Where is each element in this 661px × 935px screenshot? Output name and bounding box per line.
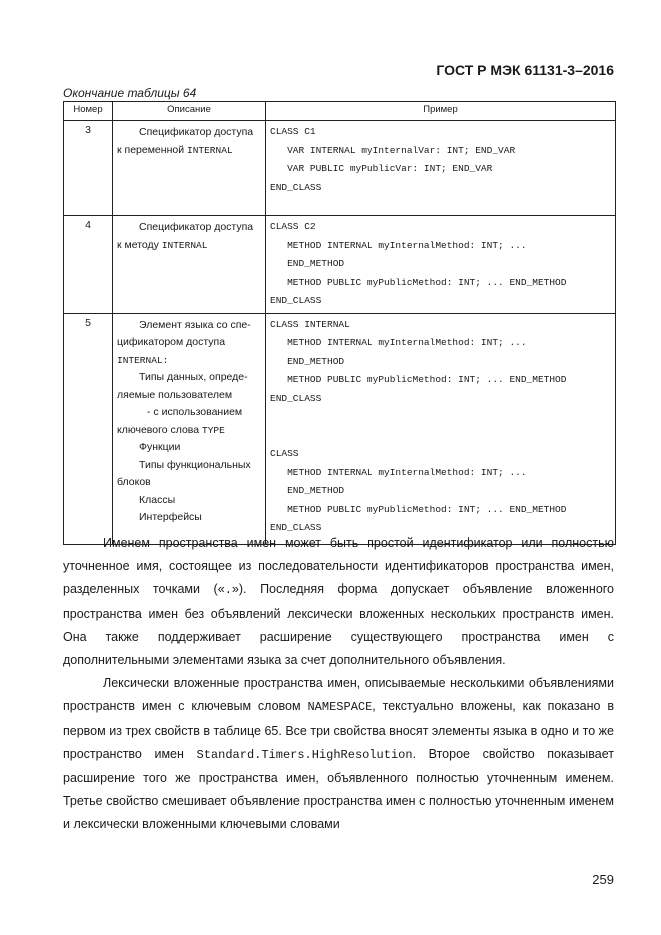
- description-keyword: INTERNAL:: [117, 354, 169, 366]
- spec-table: [63, 101, 616, 545]
- row-description: [113, 313, 266, 544]
- description-line: [117, 237, 261, 255]
- table-row: [64, 216, 616, 314]
- description-line: Типы функциональных: [139, 458, 251, 471]
- description-keyword: TYPE: [202, 424, 225, 436]
- description-line: блоков: [117, 476, 151, 488]
- column-header-number: Номер: [64, 102, 113, 121]
- row-example: [266, 121, 616, 216]
- paragraph-text: , текстуально вложены, как показано в первом из трех свойств в таблице 65. Все три свойства вносят элементы языка в одно и то же пространство имен: [63, 699, 615, 761]
- description-line: [117, 142, 261, 160]
- paragraph-text: Лексически вложенные пространства имен, описываемые несколькими объявлениями пространств имен с ключевым словом: [63, 676, 614, 714]
- row-number: 4: [64, 216, 113, 314]
- description-line: [117, 422, 261, 440]
- description-line: Типы данных, опреде-: [139, 371, 248, 383]
- table-row: [64, 121, 616, 216]
- row-description: [113, 121, 266, 216]
- description-keyword: INTERNAL: [187, 144, 233, 156]
- code-example: CLASS C1 VAR INTERNAL myInternalVar: INT; END_VAR VAR PUBLIC myPublicVar: INT; END_VAR END_CLASS: [270, 126, 516, 193]
- description-text: к методу: [117, 238, 162, 251]
- row-example: [266, 313, 616, 544]
- row-number: 3: [64, 121, 113, 216]
- column-header-example: Пример: [266, 102, 616, 121]
- inline-code: .: [224, 583, 232, 598]
- description-line: Классы: [139, 493, 176, 506]
- inline-code: NAMESPACE: [307, 700, 373, 715]
- inline-code: Standard.Timers.HighResolution: [196, 747, 413, 762]
- description-line: Интерфейсы: [139, 511, 202, 523]
- document-header: ГОСТ Р МЭК 61131-3–2016: [436, 62, 614, 78]
- paragraph: [63, 672, 614, 836]
- description-line: - с использованием: [147, 406, 243, 418]
- description-keyword: INTERNAL: [161, 239, 208, 251]
- description-text: ключевого слова: [117, 423, 202, 436]
- description-line: Элемент языка со спе-: [139, 318, 251, 331]
- body-text: [63, 532, 614, 837]
- row-example: [266, 216, 616, 314]
- description-line: Функции: [139, 441, 181, 453]
- paragraph-text: Именем пространства имен может быть простой идентификатор или полностью уточненное имя, состоящее из последовательности идентификаторов пространства имен, разделенных точками («: [63, 536, 614, 597]
- paragraph: [63, 532, 614, 672]
- column-header-description: Описание: [113, 102, 266, 121]
- page-number: 259: [592, 872, 614, 887]
- paragraph-text: »). Последняя форма допускает объявление вложенного пространства имен без объявлений лексически вложенных нескольких пространств имен. Она также поддерживает расширение существующего пространства имен с дополнительными элементами языка за счет дополнительного объявления.: [63, 582, 615, 668]
- table-header-row: [64, 102, 616, 121]
- row-number: 5: [64, 313, 113, 544]
- description-line: Спецификатор доступа: [139, 221, 254, 233]
- description-text: к переменной: [117, 143, 187, 156]
- description-line: ляемые пользователем: [117, 388, 233, 401]
- description-line: Спецификатор доступа: [139, 126, 254, 138]
- paragraph-text: . Второе свойство показывает расширение того же пространства имен, объявленного полностью уточненным именем. Третье свойство смешивает объявление пространства имен с полностью уточненным именем и лексически вложенными ключевыми словами: [63, 746, 614, 832]
- code-example: CLASS C2 METHOD INTERNAL myInternalMethod: INT; ... END_METHOD METHOD PUBLIC myPublicMethod: INT; ... END_METHOD END_CLASS: [270, 221, 567, 306]
- table-row: [64, 313, 616, 544]
- code-example: CLASS INTERNAL METHOD INTERNAL myInternalMethod: INT; ... END_METHOD METHOD PUBLIC myPublicMethod: INT; ... END_METHOD END_CLASS CLASS METHOD INTERNAL myInternalMethod: INT; ... END_METHOD METHOD PUBLIC myPublicMethod: INT; ... END_METHOD END_CLASS: [270, 318, 567, 533]
- table-caption: Окончание таблицы 64: [63, 86, 197, 100]
- description-line: цификатором доступа: [117, 336, 226, 348]
- row-description: [113, 216, 266, 314]
